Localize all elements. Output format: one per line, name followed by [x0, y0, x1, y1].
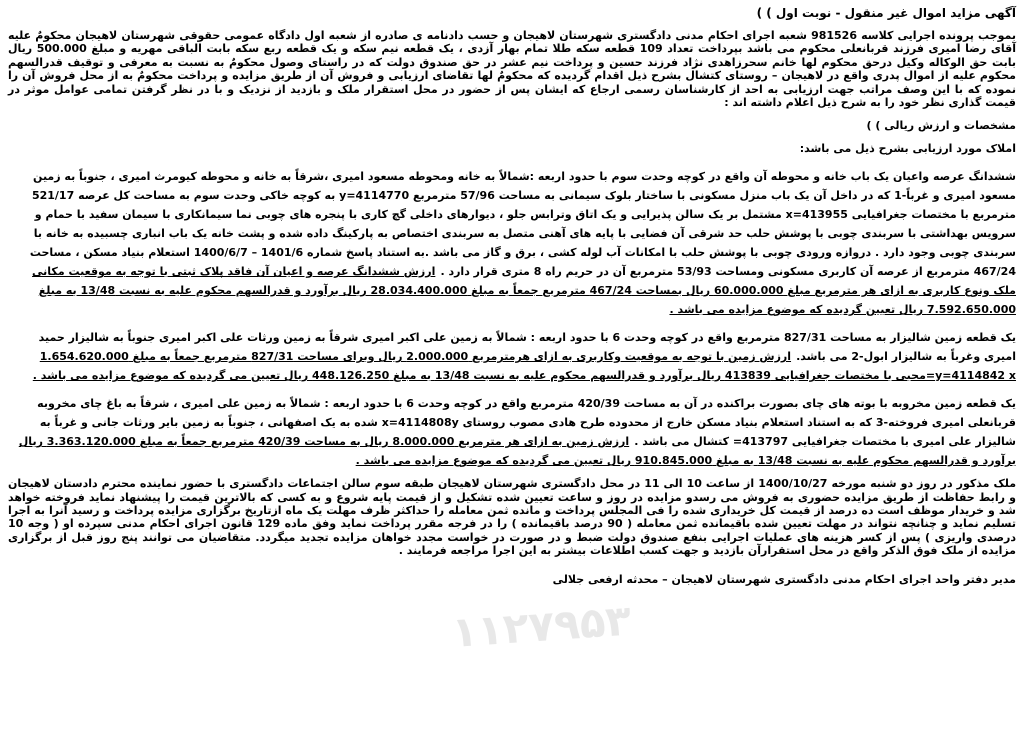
notice-title: آگهی مزاید اموال غیر منقول - نوبت اول ) ): [756, 6, 1016, 20]
auction-notice: [8, 6, 1016, 586]
watermark-stamp: ۱۱۲۷۹۵۳: [450, 595, 633, 657]
item-3-valuation: ارزش زمین به ازای هر مترمربع 8.000.000 ریال به مساحت 420/39 مترمربع جمعاً به مبلغ 3.363.120.000 ریال برآورد و قدرالسهم محکوم علیه به نسبت 13/48 به مبلغ 910.845.000 ریال تعیین می گردیده که موضوع مزایده می باشد .: [18, 435, 1016, 468]
item-2-description: یک قطعه زمین شالیزار به مساحت 827/31 مترمربع واقع در کوچه وحدت 6 با حدود اربعه : شمالاً به زمین علی اکبر امیری شرقاً به زمین ورثات علی اکبر امیری جنوباً به شالیزار حمید امیری وغرباً به شالیزار ابول-2 می باشد.: [38, 331, 1016, 364]
item-1-description: ششدانگ عرصه واعیان یک باب خانه و محوطه آن واقع در کوچه وحدت سوم با حدود اربعه :شمالاً به خانه ومحوطه مسعود امیری ،شرقاً به خانه و محوطه کیومرث امیری ، جنوباً به زمین مسعود امیری و غرباً-1 که در داخل آن یک باب منزل مسکونی با ساختار بلوک سیمانی به مساحت 57/96 مترمربع 4114770=y به کوچه خاکی وحدت سوم به مساحت کل عرصه 521/17 مترمربع با مختصات جغرافیایی 413955=x مشتمل بر یک سالن پذیرایی و یک اتاق وترابس جلو ، دیوارهای داخلی گچ کاری با پنجره های چوبی نما سیمانکاری با سیمان سفید با حمام و سرویس بهداشتی با سربندی چوبی با پوشش حلب حد شرقی آن فضایی با پایه های آهنی متصل به سربندی اختصاص به پارکینگ داده شده و پشت خانه یک باب انباری چسبیده به خانه با سربندی چوبی وجود دارد . دروازه ورودی چوبی با پوشش حلب با امکانات آب لوله کشی ، برق و گاز می باشد .به استناد پاسخ شماره 1401/6 – 1400/6/7 استعلام بنیاد مسکن ، مساحت 467/24 مترمربع از عرصه آن کاربری مسکونی ومساحت 53/93 مترمربع آن در حریم راه 8 متری قرار دارد .: [29, 170, 1016, 279]
item-2-valuation: ارزش زمین با توجه به موقعیت وکاربری به ازای هرمترمربع 2.000.000 ریال وبرای مساحت 827/31 مترمربع جمعاً به مبلغ 1.654.620.000 y=4114842 x=محبی با مختصات جغرافیایی 413839 ریال برآورد و قدرالسهم محکوم علیه به نسبت 13/48 به مبلغ 448.126.250 ریال تعیین می گردیده که موضوع مزایده می باشد .: [32, 350, 1016, 383]
signature-line: مدیر دفتر واحد اجرای احکام مدنی دادگستری شهرستان لاهیجان – محدثه ارفعی جلالی: [552, 572, 1016, 586]
property-item-2: [8, 326, 1016, 383]
auction-terms-paragraph: ملک مذکور در روز دو شنبه مورخه 1400/10/27 از ساعت 10 الی 11 در محل دادگستری شهرستان لاهیجان طبقه سوم سالن اجتماعات دادگستری با حضور نماینده محترم دادستان لاهیجان و رابط حفاظت از طریق مزایده حضوری به فروش می رسدو مزایده در روز و ساعت تعیین شده تشکیل و از قیمت پایه شروع و به کسی که بالاترین قیمت را پیشنهاد نماید فروخته خواهد شد و خریدار موظف است ده درصد از قیمت کل خریداری شده را فی المجلس پرداخت و مانده ثمن معامله را حداکثر ظرف مهلت یک ماه ازتاریخ برگزاری مزایده پرداخت و رسید آنرا به اجرا تسلیم نماید و چنانچه نتواند در مهلت تعیین شده باقیمانده ثمن معامله ( 90 درصد باقیمانده ) را در فرجه مقرر پرداخت نماید وفق ماده 129 قانون اجرای احکام مدنی سپرده او ( وجه 10 درصدی واریزی ) پس از کسر هزینه های عملیات اجرایی بنفع صندوق دولت ضبط و در صورت در خواست مجدد خواهان مزایده تجدید میگردد. متقاضیان می توانند پنج روز قبل از برگزاری مزایده از ملک فوق الذکر واقع در محل استقرارآن بازدید و جهت کسب اطلاعات بیشتر به این اجرا مراجعه فرمایند .: [8, 477, 1017, 558]
property-item-1: [8, 165, 1016, 317]
item-1-valuation: ارزش ششدانگ عرصه و اعیان آن فاقد پلاک ثبتی با توجه به موقعیت مکانی ملک ونوع کاربری به ازای هر مترمربع مبلغ 60.000.000 ریال بمساحت 467/24 مترمربع جمعاً به مبلغ 28.034.400.000 ریال برآورد و قدرالسهم محکوم علیه به نسبت 13/48 به مبلغ 7.592.650.000 ریال تعیین گردیده که موضوع مزایده می باشد .: [32, 265, 1016, 317]
item-3-description: یک قطعه زمین مخروبه با بوته های چای بصورت براکنده در آن به مساحت 420/39 مترمربع واقع در کوچه وحدت 6 با حدود اربعه : شمالاً به زمین علی امیری ، شرقاً به باغ چای مخروبه قربانعلی امیری فروخته-3 که به استناد استعلام بنیاد مسکن خارج از محدوده طرح هادی مصوب روستای x=4114808y شده به یک اصفهانی ، جنوباً به زمین بایر ورثات جانی و غرباً به شالیزار علی امیری با مختصات جغرافیایی 413797= کتشال می باشد .: [37, 397, 1016, 449]
property-item-3: [8, 392, 1016, 468]
intro-paragraph: بموجب پرونده اجرایی کلاسه 981526 شعبه اجرای احکام مدنی دادگستری شهرستان لاهیجان و حسب دادنامه ی صادره از شعبه اول دادگاه عمومی حقوقی شهرستان لاهیجان محکومٌ علیه آقای رضا امیری فرزند قربانعلی محکوم می باشد بپرداخت تعداد 109 قطعه سکه طلا تمام بهار آزدی ، یک قطعه نیم سکه و یک قطعه ربع سکه بابت الباقی مهریه و مبلغ 500.000 ریال بابت حق الوکاله وکیل درحق محکوم لها خانم سحرزاهدی نژاد فرزند حسین و پرداخت نیم عشر در حق صندوق دولت که در راستای وصول محکومٌ به نسبت به معرفی و توقیف قدرالسهم محکوم علیه از اموال پدری واقع در لاهیجان – روستای کتشال بشرح ذیل اقدام گردیده که محکومٌ لها تقاضای ارزیابی و فروش آن از طریق مزایده و پرداخت محکومٌ به از محل فروش آن را نموده که با این وصف مراتب جهت ارزیابی به احد از کارشناسان رسمی ارجاع که ایشان پس از حضور در محل استقرار ملک و بازدید از نزدیک و با در نظر گرفتن تمامی عوامل موثر در قیمت گذاری نظر خود را به شرح ذیل اعلام داشته اند :: [8, 29, 1017, 110]
section-heading: مشخصات و ارزش ریالی ) ): [866, 119, 1016, 133]
sub-heading: املاک مورد ارزیابی بشرح ذیل می باشد:: [799, 141, 1016, 155]
